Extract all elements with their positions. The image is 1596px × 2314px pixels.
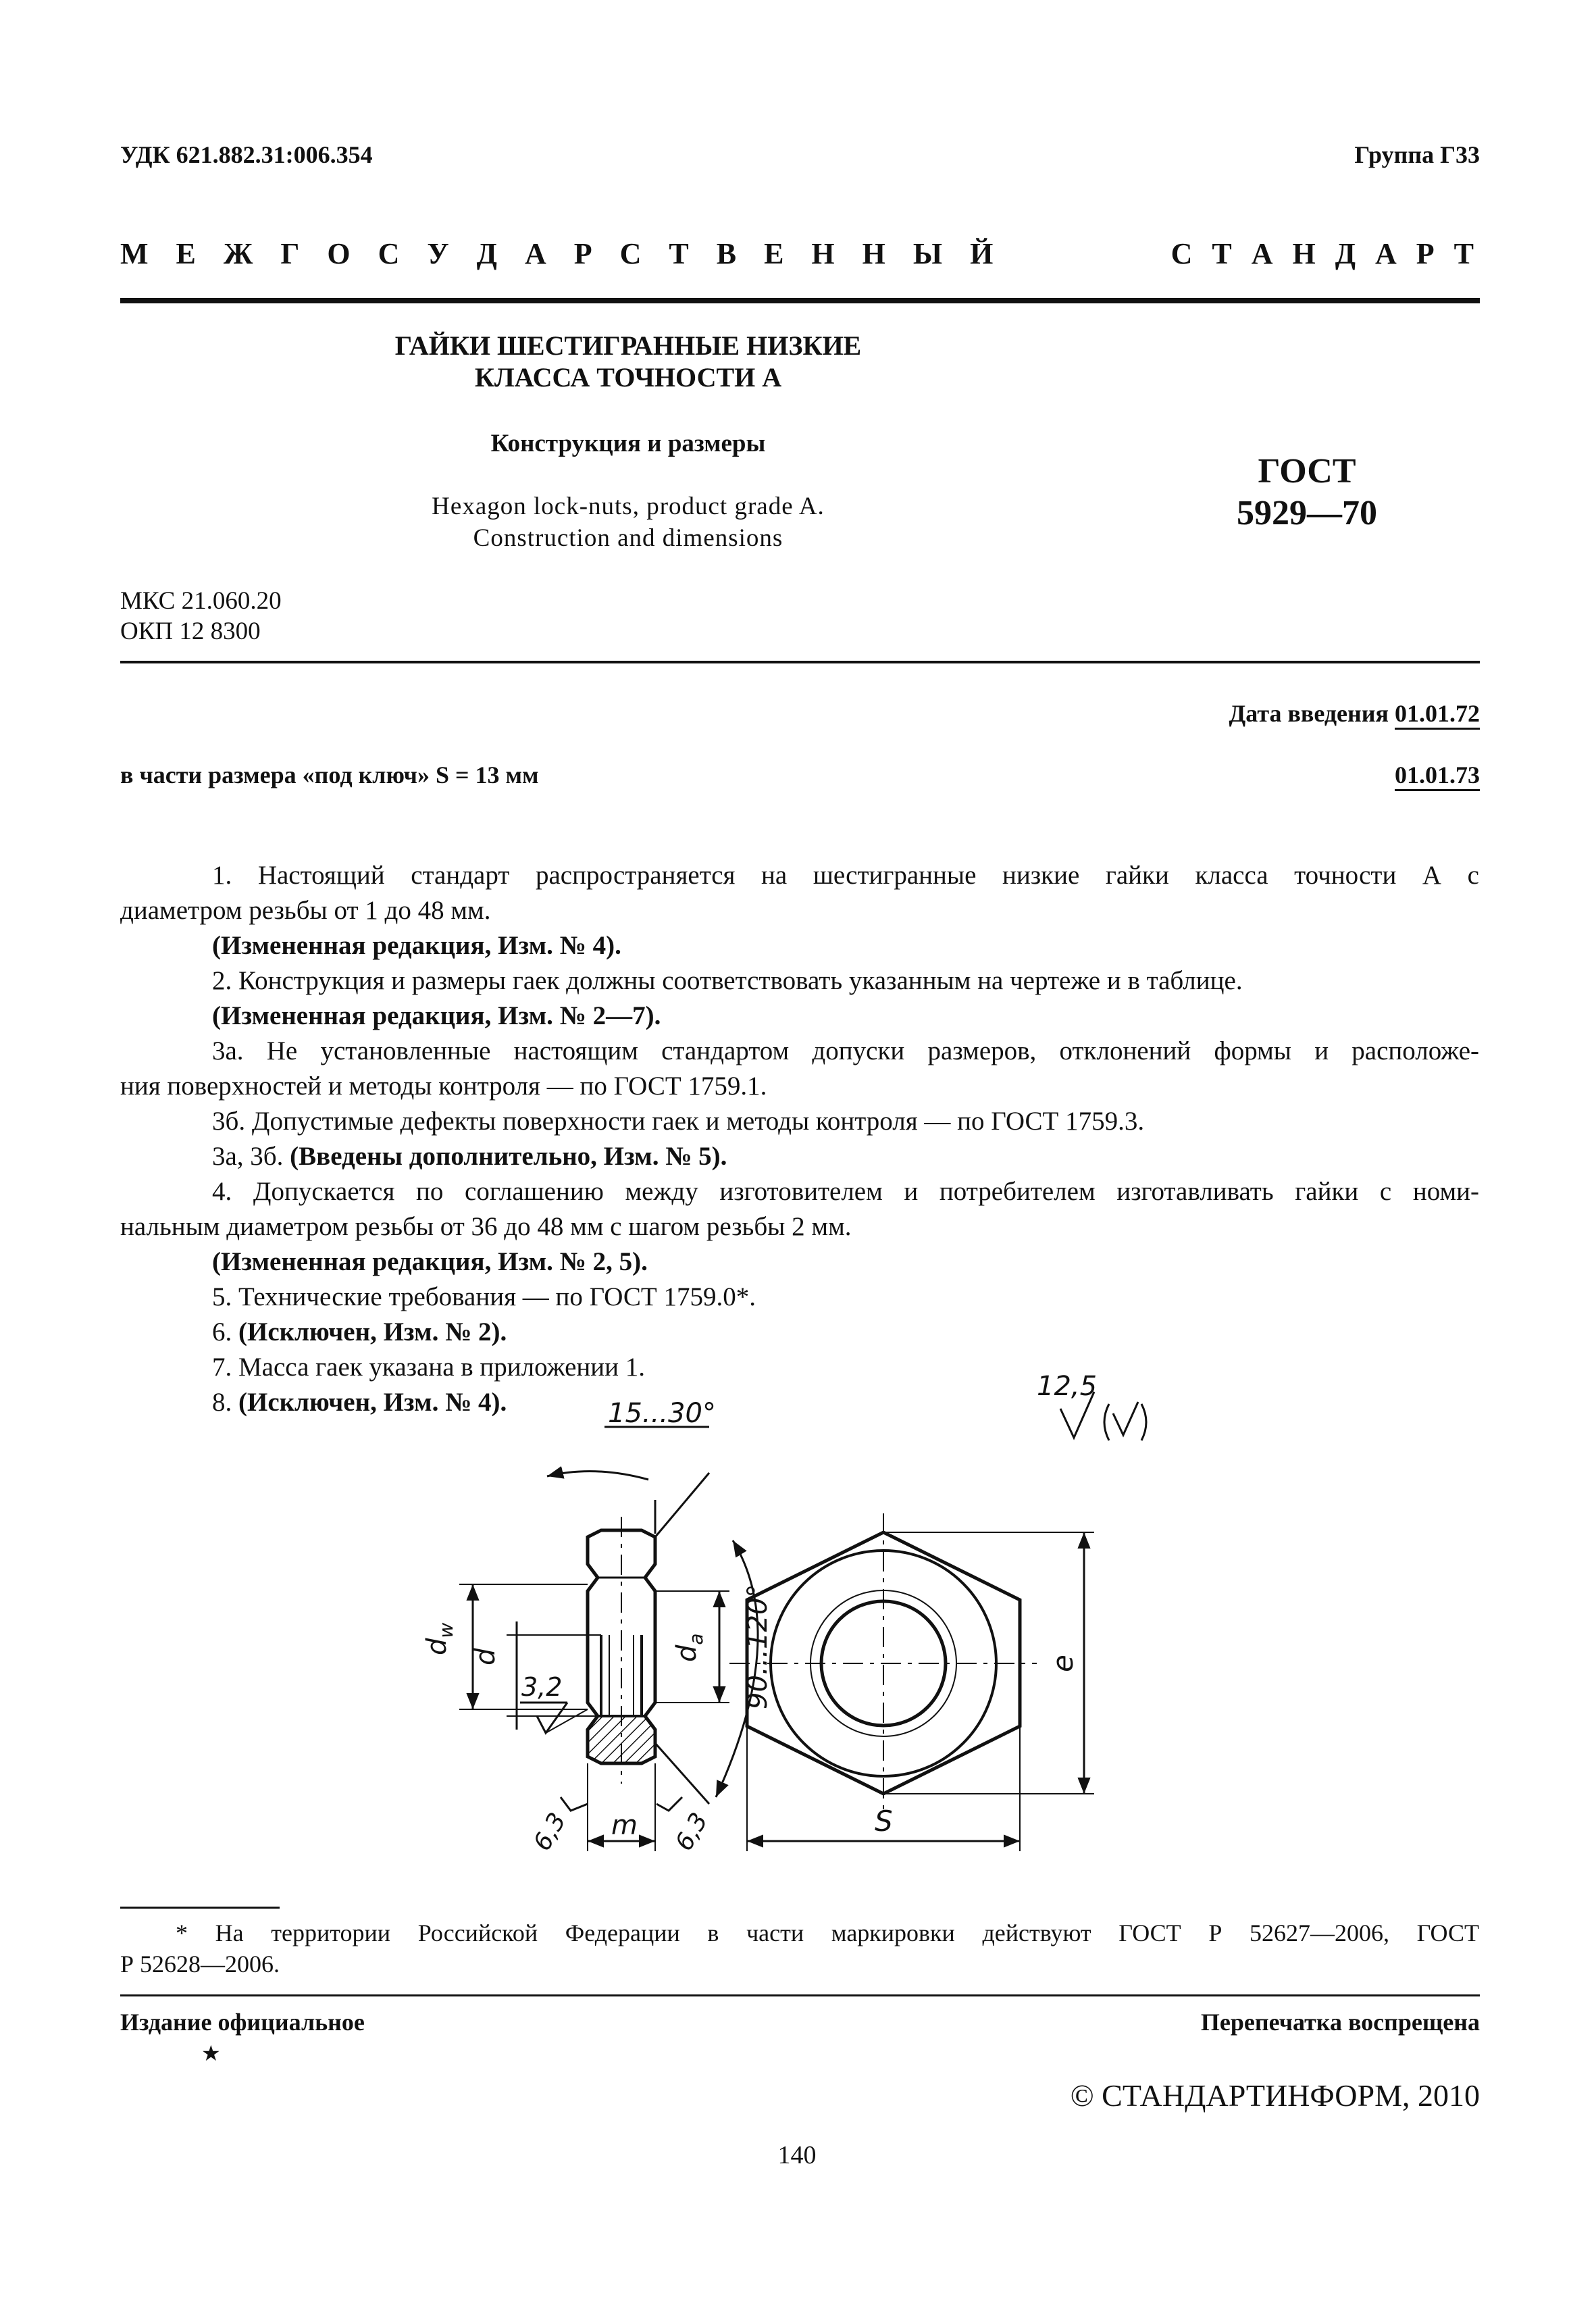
gost-number: 5929—70 (1237, 494, 1377, 532)
dimension-da-label: d (671, 1644, 702, 1662)
roughness-32-value: 3,2 (521, 1672, 563, 1702)
mid-rule (120, 661, 1480, 663)
p3b: 3б. Допустимые дефекты поверхности гаек и методы контроля — по ГОСТ 1759.3. (212, 1107, 1145, 1136)
p4-edit: (Измененная редакция, Изм. № 2, 5). (212, 1247, 648, 1276)
bearing-angle-value: 90...120° (742, 1584, 773, 1709)
p6-text: (Исключен, Изм. № 2). (238, 1317, 507, 1347)
p8-text: (Исключен, Изм. № 4). (238, 1388, 507, 1417)
copyright: © СТАНДАРТИНФОРМ, 2010 (1070, 2078, 1480, 2113)
p3a-line-1: 3а. Не установленные настоящим стандартом допуски размеров, отклонений формы и расположе- (212, 1036, 1479, 1065)
roughness-63-left (528, 1797, 588, 1856)
p5: 5. Технические требования — по ГОСТ 1759.0*. (212, 1282, 756, 1311)
p8-prefix: 8. (212, 1388, 232, 1417)
p4-line-1: 4. Допускается по соглашению между изготовителем и потребителем изготавливать гайки с номи- (212, 1177, 1479, 1206)
subtitle: Конструкция и размеры (490, 430, 766, 457)
roughness-63-left-value: 6,3 (528, 1808, 572, 1856)
p2: 2. Конструкция и размеры гаек должны соответствовать указанным на чертеже и в таблице. (212, 966, 1243, 995)
footnote-line-1: * На территории Российской Федерации в части маркировки действуют ГОСТ Р 52627—2006, ГОСТ (176, 1919, 1479, 1946)
footnote-rule (120, 1907, 280, 1909)
s-part-date: 01.01.73 (1395, 761, 1480, 791)
roughness-overall-symbol (1037, 1371, 1146, 1440)
roughness-63-right (657, 1797, 713, 1856)
chamfer-angle-dimension (547, 1398, 716, 1537)
dimension-m-label: m (611, 1810, 638, 1841)
bearing-angle-dimension (655, 1540, 773, 1804)
s-part-date-wrap (1395, 761, 1480, 789)
official-edition: Издание официальное (120, 2009, 365, 2036)
banner-left: М Е Ж Г О С У Д А Р С Т В Е Н Н Ы Й (120, 237, 1000, 270)
introduction-date-label: Дата введения (1229, 700, 1389, 727)
p6 (120, 1315, 1479, 1350)
udk-code: УДК 621.882.31:006.354 (120, 141, 373, 168)
introduction-date: 01.01.72 (1395, 700, 1480, 730)
introduction-date-row (1229, 699, 1481, 728)
dimension-d-label: d (470, 1648, 501, 1665)
s-part-row (120, 761, 539, 789)
front-view (729, 1492, 1037, 1814)
title-line-2: КЛАССА ТОЧНОСТИ А (474, 362, 782, 393)
dimension-e-label: e (1046, 1655, 1079, 1672)
p7: 7. Масса гаек указана в приложении 1. (212, 1353, 646, 1382)
body-text (120, 858, 1479, 1420)
nut-drawing (392, 1365, 1202, 1865)
p4-line-2: нальным диаметром резьбы от 36 до 48 мм с шагом резьбы 2 мм. (120, 1212, 852, 1241)
footnote-line-2: Р 52628—2006. (120, 1951, 280, 1978)
footer-rule (120, 1994, 1480, 1996)
s-part-value: S = 13 мм (435, 761, 539, 788)
roughness-63-right-value: 6,3 (670, 1808, 714, 1856)
p2-edit: (Измененная редакция, Изм. № 2—7). (212, 1001, 661, 1030)
banner-right: С Т А Н Д А Р Т (1170, 237, 1480, 270)
dimension-dw-label: d (421, 1638, 453, 1655)
p1-edit: (Измененная редакция, Изм. № 4). (212, 931, 621, 960)
p1-line-1: 1. Настоящий стандарт распространяется на шестигранные низкие гайки класса точности А с (212, 861, 1479, 890)
footnote (120, 1917, 1479, 1980)
gost-label: ГОСТ (1258, 452, 1356, 491)
chamfer-angle-value: 15...30° (608, 1398, 716, 1429)
english-title-line-1: Hexagon lock-nuts, product grade A. (432, 493, 825, 520)
reprint-prohibited: Перепечатка воспрещена (1200, 2009, 1480, 2036)
dimension-m (588, 1763, 655, 1851)
star-mark: ★ (201, 2041, 221, 2065)
dimension-dw (421, 1584, 588, 1709)
p3a-line-2: ния поверхностей и методы контроля — по ГОСТ 1759.1. (120, 1072, 767, 1101)
p6-prefix: 6. (212, 1317, 232, 1347)
s-part-label: в части размера «под ключ» (120, 761, 430, 788)
p3-note-text: (Введены дополнительно, Изм. № 5). (290, 1142, 727, 1171)
dimension-s-label: S (875, 1805, 893, 1838)
dimension-da-sub: a (685, 1633, 707, 1645)
group-code: Группа Г33 (1354, 141, 1480, 168)
side-view (588, 1517, 655, 1784)
dimension-dw-sub: w (435, 1622, 457, 1638)
page-number: 140 (777, 2141, 817, 2169)
okp-code: ОКП 12 8300 (120, 618, 261, 645)
english-title-line-2: Construction and dimensions (473, 524, 783, 552)
dimension-e (883, 1532, 1094, 1794)
top-thick-rule (120, 298, 1480, 303)
p1-line-2: диаметром резьбы от 1 до 48 мм. (120, 896, 491, 925)
p3-note (120, 1139, 1479, 1174)
svg-text:da (671, 1633, 707, 1662)
title-line-1: ГАЙКИ ШЕСТИГРАННЫЕ НИЗКИЕ (394, 330, 862, 361)
svg-text:dw (421, 1623, 457, 1655)
roughness-overall-value: 12,5 (1037, 1371, 1098, 1402)
dimension-da (655, 1591, 729, 1703)
roughness-32 (520, 1672, 588, 1733)
mks-code: МКС 21.060.20 (120, 587, 282, 615)
p3-note-prefix: 3а, 3б. (212, 1142, 284, 1171)
